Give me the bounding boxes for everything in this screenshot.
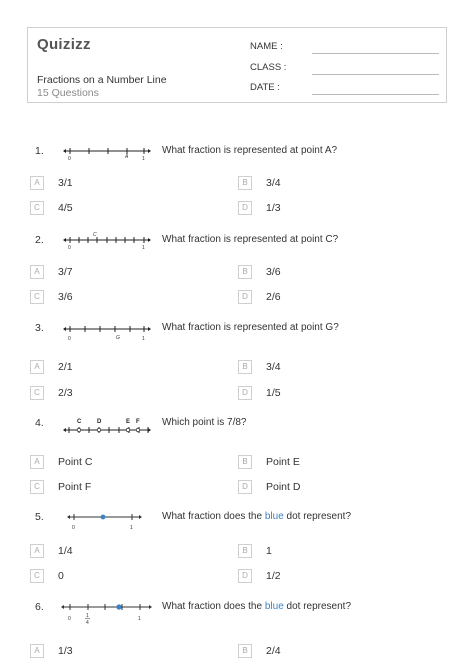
number-line-image (60, 413, 155, 441)
date-field[interactable] (312, 94, 439, 95)
option-text: 3/7 (58, 266, 73, 278)
svg-text:1: 1 (130, 525, 133, 531)
question-text: What fraction is represented at point A? (162, 145, 338, 156)
number-line-image (60, 320, 155, 342)
question-number: 3. (35, 322, 44, 334)
option-letter-badge: C (30, 386, 44, 400)
option-text: 1/3 (266, 202, 281, 214)
question-text: What fraction does the blue dot represent? (162, 601, 352, 612)
option-letter-badge: B (238, 265, 252, 279)
question-text: What fraction is represented at point G? (162, 322, 339, 333)
class-field[interactable] (312, 74, 439, 75)
question-number: 2. (35, 234, 44, 246)
svg-text:0: 0 (68, 245, 71, 251)
svg-text:D: D (97, 419, 102, 425)
option-text: 0 (58, 570, 64, 582)
worksheet-header (27, 27, 447, 103)
number-line-image (60, 232, 155, 252)
option-text: Point D (266, 481, 301, 493)
blue-word: blue (264, 511, 284, 522)
option-letter-badge: C (30, 290, 44, 304)
option-text: 2/1 (58, 361, 73, 373)
svg-text:G: G (116, 335, 120, 341)
option-text: Point E (266, 456, 300, 468)
date-label: DATE : (250, 82, 280, 93)
option-letter-badge: D (238, 290, 252, 304)
svg-text:0: 0 (68, 616, 71, 622)
svg-text:1: 1 (142, 156, 145, 162)
name-label: NAME : (250, 41, 283, 52)
option-text: 4/5 (58, 202, 73, 214)
option-text: 3/6 (58, 291, 73, 303)
svg-text:1: 1 (86, 613, 89, 619)
question-number: 1. (35, 145, 44, 157)
option-letter-badge: D (238, 201, 252, 215)
svg-text:1: 1 (138, 616, 141, 622)
option-letter-badge: A (30, 360, 44, 374)
svg-text:C: C (93, 232, 97, 238)
option-letter-badge: A (30, 455, 44, 469)
option-letter-badge: B (238, 455, 252, 469)
question-text: Which point is 7/8? (162, 417, 247, 428)
option-letter-badge: D (238, 386, 252, 400)
svg-text:4: 4 (86, 620, 89, 626)
svg-text:1: 1 (142, 245, 145, 251)
option-letter-badge: A (30, 176, 44, 190)
number-line-image (60, 143, 155, 163)
name-field[interactable] (312, 53, 439, 54)
number-line-image (60, 599, 155, 629)
question-number: 6. (35, 601, 44, 613)
option-letter-badge: D (238, 569, 252, 583)
svg-text:0: 0 (68, 336, 71, 342)
svg-text:C: C (77, 419, 82, 425)
svg-text:E: E (126, 419, 131, 425)
option-text: Point C (58, 456, 93, 468)
blue-word: blue (264, 601, 284, 612)
question-count: 15 Questions (37, 87, 99, 99)
svg-text:F: F (136, 419, 140, 425)
quizizz-logo: Quizizz (37, 36, 91, 53)
option-text: 1 (266, 545, 272, 557)
worksheet-title: Fractions on a Number Line (37, 74, 167, 86)
option-letter-badge: B (238, 360, 252, 374)
option-letter-badge: C (30, 480, 44, 494)
option-text: 3/4 (266, 361, 281, 373)
option-text: 1/3 (58, 645, 73, 657)
svg-text:0: 0 (72, 525, 75, 531)
option-letter-badge: A (30, 544, 44, 558)
option-letter-badge: A (30, 265, 44, 279)
option-letter-badge: A (30, 644, 44, 658)
option-text: 3/1 (58, 177, 73, 189)
option-text: 1/5 (266, 387, 281, 399)
option-text: 2/6 (266, 291, 281, 303)
svg-text:0: 0 (68, 156, 71, 162)
option-letter-badge: D (238, 480, 252, 494)
question-text: What fraction is represented at point C? (162, 234, 339, 245)
option-text: 2/4 (266, 645, 281, 657)
option-letter-badge: C (30, 201, 44, 215)
svg-text:1: 1 (142, 336, 145, 342)
option-text: 2/3 (58, 387, 73, 399)
class-label: CLASS : (250, 62, 287, 73)
number-line-image (66, 509, 146, 533)
option-letter-badge: C (30, 569, 44, 583)
svg-text:A: A (125, 154, 129, 160)
option-text: 3/6 (266, 266, 281, 278)
option-text: 1/4 (58, 545, 73, 557)
option-letter-badge: B (238, 176, 252, 190)
option-letter-badge: B (238, 644, 252, 658)
option-text: Point F (58, 481, 92, 493)
question-number: 4. (35, 417, 44, 429)
option-letter-badge: B (238, 544, 252, 558)
option-text: 3/4 (266, 177, 281, 189)
question-number: 5. (35, 511, 44, 523)
question-text: What fraction does the blue dot represent? (162, 511, 352, 522)
option-text: 1/2 (266, 570, 281, 582)
